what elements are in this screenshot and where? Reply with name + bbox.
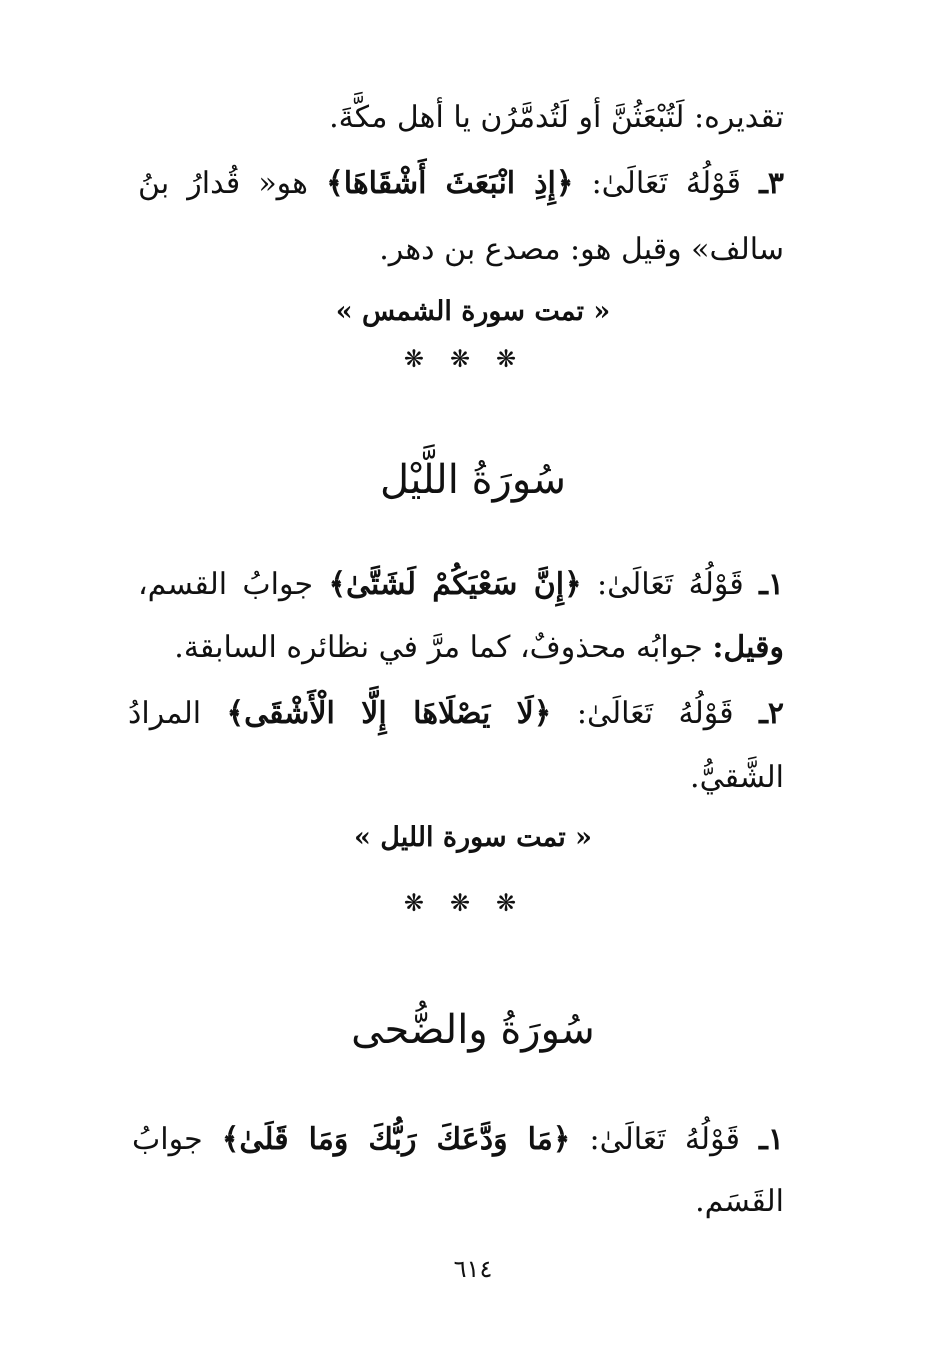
commentary-text: الشَّقيُّ. (690, 760, 784, 795)
commentary-text: سالف» وقيل هو: مصدع بن دهر. (379, 232, 784, 267)
text-line (134, 758, 784, 798)
text-line (134, 230, 784, 270)
qawluhu-taala: قَوْلُهُ تَعَالَىٰ: (576, 696, 734, 731)
page-number: ٦١٤ (453, 1255, 493, 1283)
text-line (134, 628, 784, 668)
text-line (132, 1120, 784, 1160)
item-number: ١ـ (759, 1122, 784, 1157)
separator-stars: ❋❋❋ (403, 889, 543, 917)
text-line (128, 694, 784, 734)
commentary-text: جوابُ (132, 1122, 203, 1157)
commentary-text: جوابُ القسم، (138, 567, 314, 602)
quran-verse: ﴿لَا يَصْلَاهَا إِلَّا الْأَشْقَى﴾ (226, 696, 552, 731)
commentary-text: المرادُ (128, 696, 202, 731)
label-text: وقيل: (712, 630, 784, 665)
qawluhu-taala: قَوْلُهُ تَعَالَىٰ: (597, 567, 744, 602)
commentary-text: القَسَم. (695, 1184, 784, 1219)
text-line (134, 98, 784, 138)
surah-end-note: « تمت سورة الليل » (353, 822, 592, 853)
separator-stars: ❋❋❋ (403, 345, 543, 373)
commentary-text: هو« قُدارُ بنُ (138, 166, 308, 201)
text-line (138, 164, 784, 204)
surah-title: سُورَةُ والضُّحى (351, 1007, 595, 1053)
quran-verse: ﴿مَا وَدَّعَكَ رَبُّكَ وَمَا قَلَىٰ﴾ (221, 1122, 571, 1157)
surah-title: سُورَةُ اللَّيْل (379, 457, 567, 503)
commentary-text: جوابُه محذوفٌ، كما مرَّ في نظائره السابقة. (174, 630, 703, 665)
item-number: ٣ـ (759, 166, 785, 201)
qawluhu-taala: قَوْلُهُ تَعَالَىٰ: (591, 166, 741, 201)
text-line (134, 1182, 784, 1222)
qawluhu-taala: قَوْلُهُ تَعَالَىٰ: (589, 1122, 740, 1157)
quran-verse: ﴿إِنَّ سَعْيَكُمْ لَشَتَّىٰ﴾ (328, 567, 582, 602)
quran-verse: ﴿إِذِ انْبَعَثَ أَشْقَاهَا﴾ (326, 166, 574, 201)
item-number: ٢ـ (759, 696, 784, 731)
surah-end-note: « تمت سورة الشمس » (335, 296, 611, 327)
text-line (138, 565, 784, 605)
item-number: ١ـ (759, 567, 784, 602)
taqdir-text: تقديره: لَتُبْعَثُنَّ أو لَتُدمَّرُن يا أهل مكَّةَ. (329, 100, 784, 135)
